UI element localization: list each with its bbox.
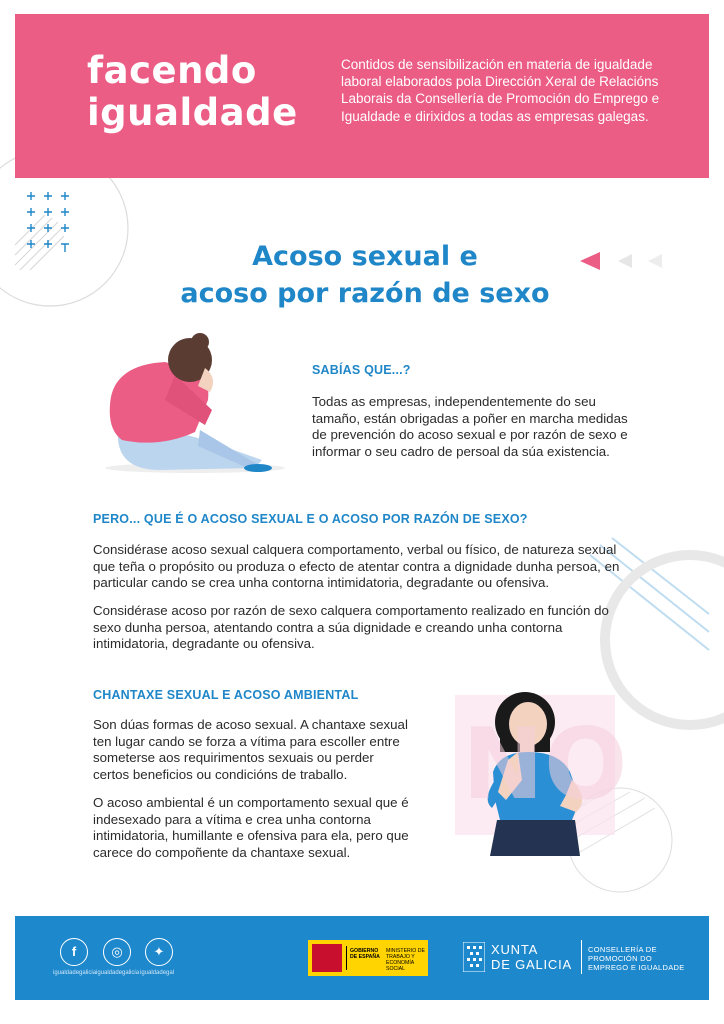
instagram-icon[interactable]: ◎ <box>103 938 131 966</box>
page-title <box>150 238 580 312</box>
brand-line-1: facendo <box>87 49 257 92</box>
xunta-logo-text <box>491 942 572 972</box>
gob-divider <box>346 946 347 970</box>
section-chantaxe-heading: CHANTAXE SEXUAL E ACOSO AMBIENTAL <box>93 688 359 702</box>
xunta-line-2: DE GALICIA <box>491 957 572 972</box>
xunta-line-1: XUNTA <box>491 942 539 957</box>
deco-arrow-faint-2 <box>648 254 662 268</box>
conselleria-line-2: PROMOCIÓN DO <box>588 954 653 963</box>
deco-hatch-left <box>15 215 64 270</box>
ministerio-text: MINISTERIO DE TRABAJO Y ECONOMÍA SOCIAL <box>386 948 425 972</box>
facebook-icon[interactable]: f <box>60 938 88 966</box>
header-banner <box>15 14 709 178</box>
gobierno-text: GOBIERNO DE ESPAÑA <box>350 948 380 960</box>
title-line-1: Acoso sexual e <box>252 241 478 272</box>
section-sabias-body: Todas as empresas, independentemente do seu tamaño, están obrigadas a poñer en marcha medidas de prevención do acoso sexual e por razón de sexo e informar o seu cadro de persoal da súa existencia. <box>312 394 628 459</box>
sad-woman-illustration <box>105 333 285 473</box>
conselleria-line-3: EMPREGO E IGUALDADE <box>588 963 685 972</box>
twitter-icon[interactable]: ✦ <box>145 938 173 966</box>
no-letters: NO <box>462 708 628 822</box>
footer-bar <box>15 916 709 1000</box>
instagram-handle: igualdadegalicia <box>96 970 140 976</box>
brand-logo <box>87 50 298 134</box>
section-sabias-heading: SABÍAS QUE...? <box>312 363 411 377</box>
chantaxe-paragraph-1: Son dúas formas de acoso sexual. A chantaxe sexual ten lugar cando se forza a vítima para escoller entre someterse aos requirimentos sexuais ou perder certos beneficios ou condicións de traballo. <box>93 717 408 782</box>
title-line-2: acoso por razón de sexo <box>180 278 550 309</box>
facebook-handle: igualdadegalicia <box>53 970 97 976</box>
conselleria-line-1: CONSELLERÍA DE <box>588 945 657 954</box>
chantaxe-paragraph-2: O acoso ambiental é un comportamento sexual que é indesexado para a vítima e crea unha contorna intimidatoria, humillante e ofensiva para ela, pero que carece do compoñente da chantaxe sexual. <box>93 795 409 860</box>
pink-arrow-icon <box>580 252 600 270</box>
twitter-handle: igualdadegal <box>140 970 175 976</box>
gobierno-logo <box>308 940 428 976</box>
footer-divider <box>581 940 582 974</box>
deco-arrow-faint <box>618 254 632 268</box>
brand-line-2: igualdade <box>87 91 298 134</box>
definition-paragraph-2: Considérase acoso por razón de sexo calquera comportamento realizado en función do sexo dunha persoa, atentando contra a súa dignidade e creando unha contorna intimidatoria, degradante ou ofensiva. <box>93 603 609 651</box>
header-description: Contidos de sensibilización en materia de igualdade laboral elaborados pola Dirección Xeral de Relacións Laborais da Consellería de Promoción do Emprego e Igualdade e dirixidos a todas as empresas galegas. <box>341 57 660 124</box>
xunta-emblem-icon <box>463 942 485 972</box>
definition-paragraph-1: Considérase acoso sexual calquera comportamento, verbal ou físico, de natureza sexual que teña o propósito ou produza o efecto de atentar contra a dignidade dunha persoa, en particular cando se crea unha contorna intimidatoria, degradante ou ofensiva. <box>93 542 620 590</box>
conselleria-text <box>588 945 685 972</box>
coat-of-arms-icon <box>312 944 342 972</box>
section-definition-heading: PERO... QUE É O ACOSO SEXUAL E O ACOSO POR RAZÓN DE SEXO? <box>93 512 528 526</box>
